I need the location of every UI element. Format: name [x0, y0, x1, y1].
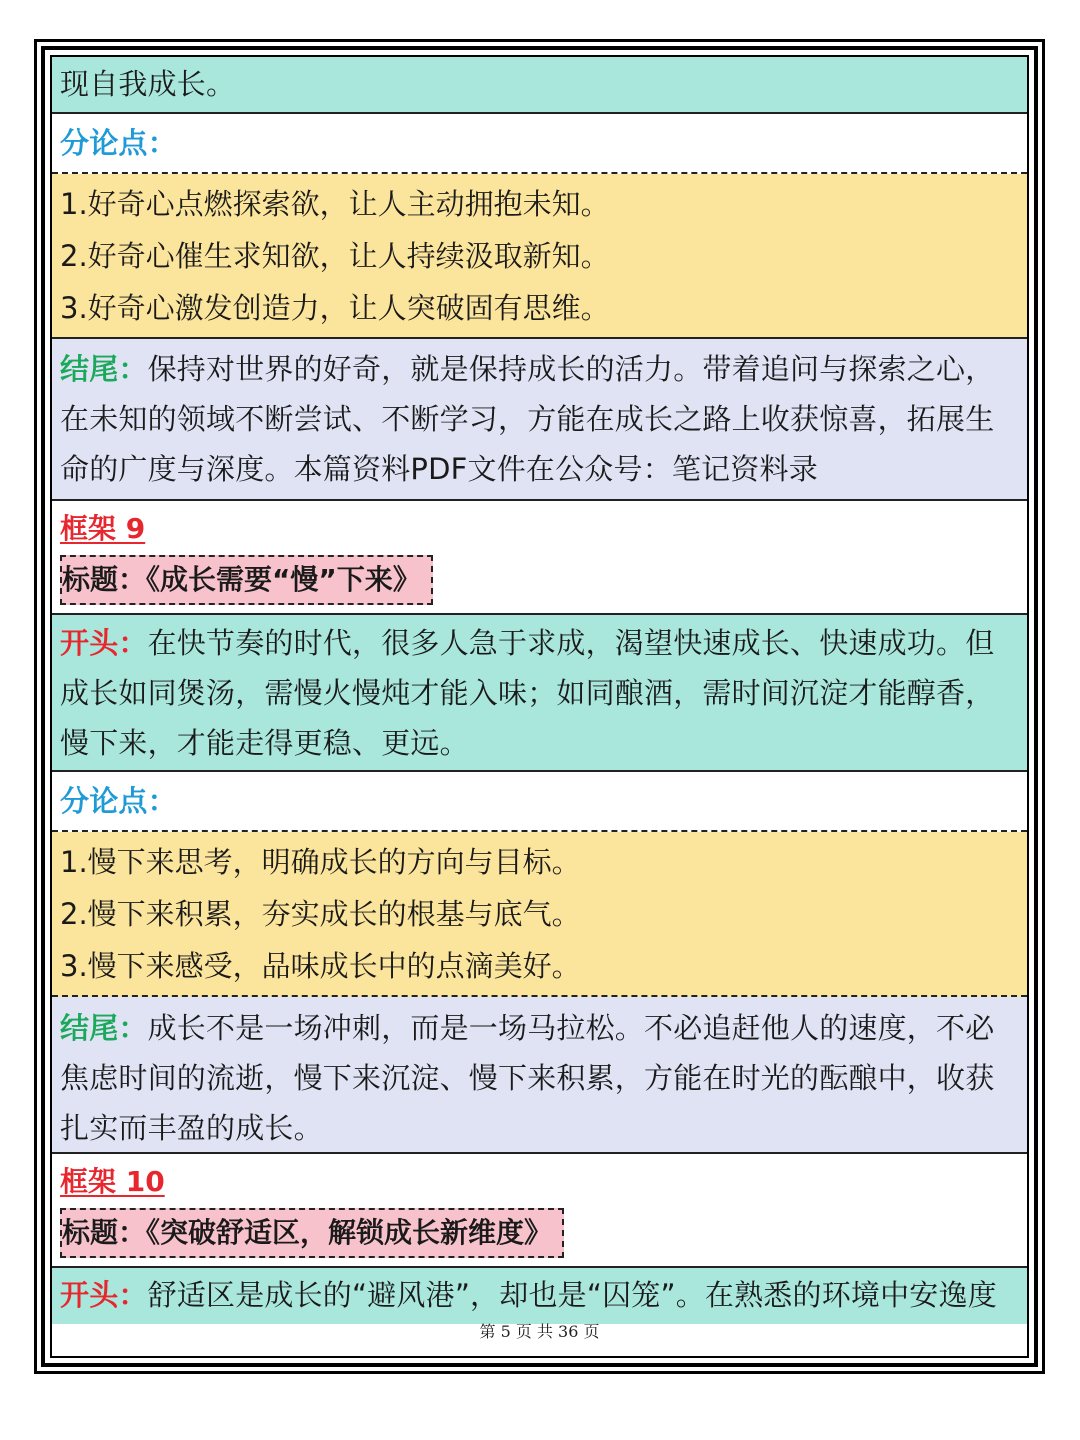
ending-section-2 [52, 997, 1027, 1154]
page-border-outer [34, 39, 1045, 1374]
frame-9-label: 框架 9 [60, 512, 146, 545]
frame-10-label: 框架 10 [60, 1165, 165, 1198]
ending-paragraph [60, 1003, 1020, 1153]
list-item: 2.好奇心催生求知欲，让人持续汲取新知。 [60, 239, 610, 273]
ending-text: 成长不是一场冲刺，而是一场马拉松。不必追赶他人的速度，不必焦虑时间的流逝，慢下来沉淀、慢下来积累，方能在时光的酝酿中，收获扎实而丰盈的成长。 [60, 1011, 995, 1145]
ending-label: 结尾： [60, 1011, 148, 1045]
opening-label: 开头： [60, 626, 148, 660]
list-item: 2.慢下来积累，夯实成长的根基与底气。 [60, 897, 581, 931]
frame-9-header [52, 501, 1027, 615]
sub-points-header-2 [52, 772, 1027, 832]
sub-points-label: 分论点： [60, 126, 177, 160]
document-content [52, 57, 1027, 1324]
frame-9-opening [52, 615, 1027, 772]
opening-paragraph [60, 618, 1020, 768]
frame-9-title: 标题：《成长需要“慢”下来》 [60, 555, 433, 605]
opening-text: 舒适区是成长的“避风港”，却也是“囚笼”。在熟悉的环境中安逸度 [147, 1278, 997, 1312]
sub-points-list-2 [52, 832, 1027, 997]
opening-text: 在快节奏的时代，很多人急于求成，渴望快速成长、快速成功。但成长如同煲汤，需慢火慢炖才能入味；如同酿酒，需时间沉淀才能醇香，慢下来，才能走得更稳、更远。 [60, 626, 995, 760]
opening-paragraph [60, 1270, 1020, 1320]
sub-points-list-1 [52, 174, 1027, 339]
intro-tail-text: 现自我成长。 [60, 67, 236, 101]
opening-label: 开头： [60, 1278, 148, 1312]
frame-10-opening [52, 1268, 1027, 1324]
ending-paragraph [60, 344, 1020, 494]
frame-10-title: 标题：《突破舒适区，解锁成长新维度》 [60, 1208, 564, 1258]
page-border-inner [50, 55, 1029, 1358]
frame-10-header [52, 1154, 1027, 1268]
sub-points-label: 分论点： [60, 784, 177, 818]
intro-tail-section [52, 57, 1027, 114]
list-item: 3.好奇心激发创造力，让人突破固有思维。 [60, 291, 610, 325]
list-item: 1.慢下来思考，明确成长的方向与目标。 [60, 845, 581, 879]
list-item: 1.好奇心点燃探索欲，让人主动拥抱未知。 [60, 187, 610, 221]
sub-points-header-1 [52, 114, 1027, 174]
list-item: 3.慢下来感受，品味成长中的点滴美好。 [60, 949, 581, 983]
page-border-middle [41, 46, 1038, 1367]
ending-label: 结尾： [60, 352, 148, 386]
ending-text: 保持对世界的好奇，就是保持成长的活力。带着追问与探索之心，在未知的领域不断尝试、不断学习，方能在成长之路上收获惊喜，拓展生命的广度与深度。本篇资料PDF文件在公众号：笔记资料录 [60, 352, 995, 486]
page-number-footer: 第 5 页 共 36 页 [479, 1322, 600, 1341]
ending-section-1 [52, 339, 1027, 501]
